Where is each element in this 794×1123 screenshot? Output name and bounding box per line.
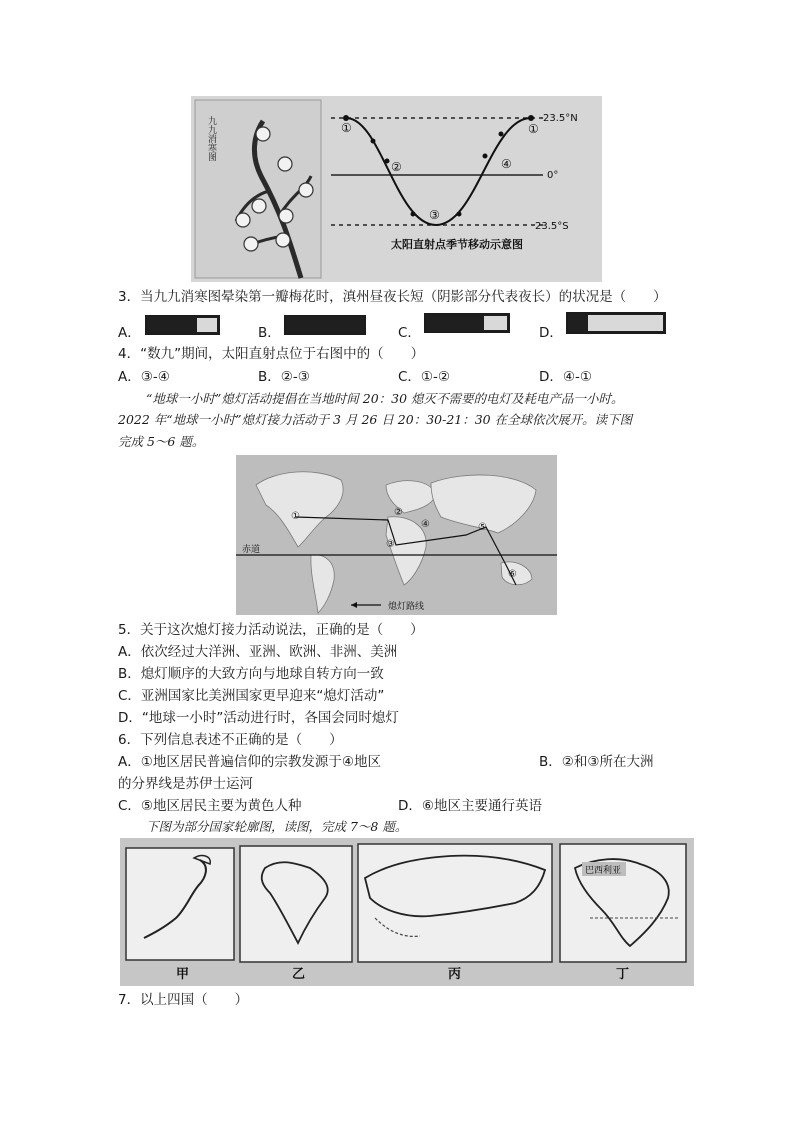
point-3: ③ (429, 208, 440, 222)
q5-option-a[interactable]: A．依次经过大洋洲、亚洲、欧洲、非洲、美洲 (118, 644, 398, 660)
point-1-right: ① (528, 122, 539, 136)
q3-option-c-bar (424, 313, 510, 333)
q3-option-d-label[interactable]: D． (539, 325, 563, 341)
figure-world-map (236, 455, 557, 615)
intro78-text: 下图为部分国家轮廓图，读图，完成 7～8 题。 (146, 819, 408, 834)
label-yi: 乙 (292, 967, 306, 982)
map-point-1: ① (291, 511, 300, 522)
label-23-5s: 23.5°S (535, 221, 569, 232)
q3-option-a-label[interactable]: A． (118, 325, 141, 341)
map-point-2: ② (394, 507, 403, 518)
q6-option-a[interactable]: A．①地区居民普遍信仰的宗教发源于④地区 (118, 754, 381, 770)
map-point-3: ③ (386, 539, 395, 550)
q3-option-b-label[interactable]: B． (258, 325, 281, 341)
q6-option-d[interactable]: D．⑥地区主要通行英语 (398, 798, 542, 814)
q5-option-b[interactable]: B．熄灯顺序的大致方向与地球自转方向一致 (118, 666, 384, 682)
world-map-svg (236, 455, 557, 615)
legend-label: 熄灯路线 (388, 602, 425, 612)
q3-stem: 3．当九九消寒图晕染第一瓣梅花时，滇州昼夜长短（阴影部分代表夜长）的状况是（ ） (118, 289, 667, 305)
map-point-6: ⑥ (508, 569, 517, 580)
figure-plum-sun-path-svg (191, 96, 602, 282)
label-23-5n: 23.5°N (543, 113, 578, 124)
panel-ding (560, 844, 686, 962)
q4-option-b[interactable]: B．②-③ (258, 369, 310, 385)
point-2: ② (391, 160, 402, 174)
q4-option-a[interactable]: A．③-④ (118, 369, 170, 385)
country-outlines-svg (120, 838, 694, 986)
q6-option-c[interactable]: C．⑤地区居民主要为黄色人种 (118, 798, 302, 814)
q6-option-b-part2: 的分界线是苏伊士运河 (118, 776, 253, 792)
intro56-line3: 完成 5～6 题。 (118, 434, 205, 449)
q5-option-d[interactable]: D．“地球一小时”活动进行时，各国会同时熄灯 (118, 710, 399, 726)
figure1-caption: 太阳直射点季节移动示意图 (391, 238, 523, 251)
point-4: ④ (501, 157, 512, 171)
q3-option-b-bar (284, 315, 366, 335)
figure-country-outlines (120, 838, 694, 986)
map-equator-label: 赤道 (242, 545, 261, 555)
label-ding: 丁 (616, 967, 630, 982)
capital-label: 巴西利亚 (585, 866, 622, 876)
map-point-5: ⑤ (478, 522, 487, 533)
label-jia: 甲 (176, 967, 190, 982)
panel-bing (358, 844, 552, 962)
q6-stem: 6．下列信息表述不正确的是（ ） (118, 732, 343, 748)
label-equator: 0° (547, 170, 559, 181)
q3-option-a-bar (145, 315, 220, 335)
q4-option-c[interactable]: C．①-② (398, 369, 451, 385)
intro56-line2: 2022 年“地球一小时”熄灯接力活动于 3 月 26 日 20：30-21：30 在全球依次展开。读下图 (118, 412, 633, 427)
q4-option-d[interactable]: D．④-① (539, 369, 592, 385)
q5-option-c[interactable]: C．亚洲国家比美洲国家更早迎来“熄灯活动” (118, 688, 385, 704)
panel-jia (126, 848, 234, 960)
map-point-4: ④ (421, 519, 430, 530)
intro56-line1: “地球一小时”熄灯活动提倡在当地时间 20：30 熄灭不需要的电灯及耗电产品一小时。 (146, 391, 624, 406)
q3-option-c-label[interactable]: C． (398, 325, 421, 341)
q7-stem: 7．以上四国（ ） (118, 992, 249, 1008)
q5-stem: 5．关于这次熄灯接力活动说法，正确的是（ ） (118, 622, 424, 638)
q6-option-b-part1[interactable]: B．②和③所在大洲 (539, 754, 654, 770)
q4-stem: 4．“数九”期间，太阳直射点位于右图中的（ ） (118, 346, 425, 362)
label-bing: 丙 (448, 967, 462, 982)
q3-option-d-bar (566, 312, 666, 334)
figure-plum-sun-path (191, 96, 602, 282)
point-1-left: ① (341, 121, 352, 135)
plum-panel-title: 九九消寒图 (206, 116, 216, 161)
